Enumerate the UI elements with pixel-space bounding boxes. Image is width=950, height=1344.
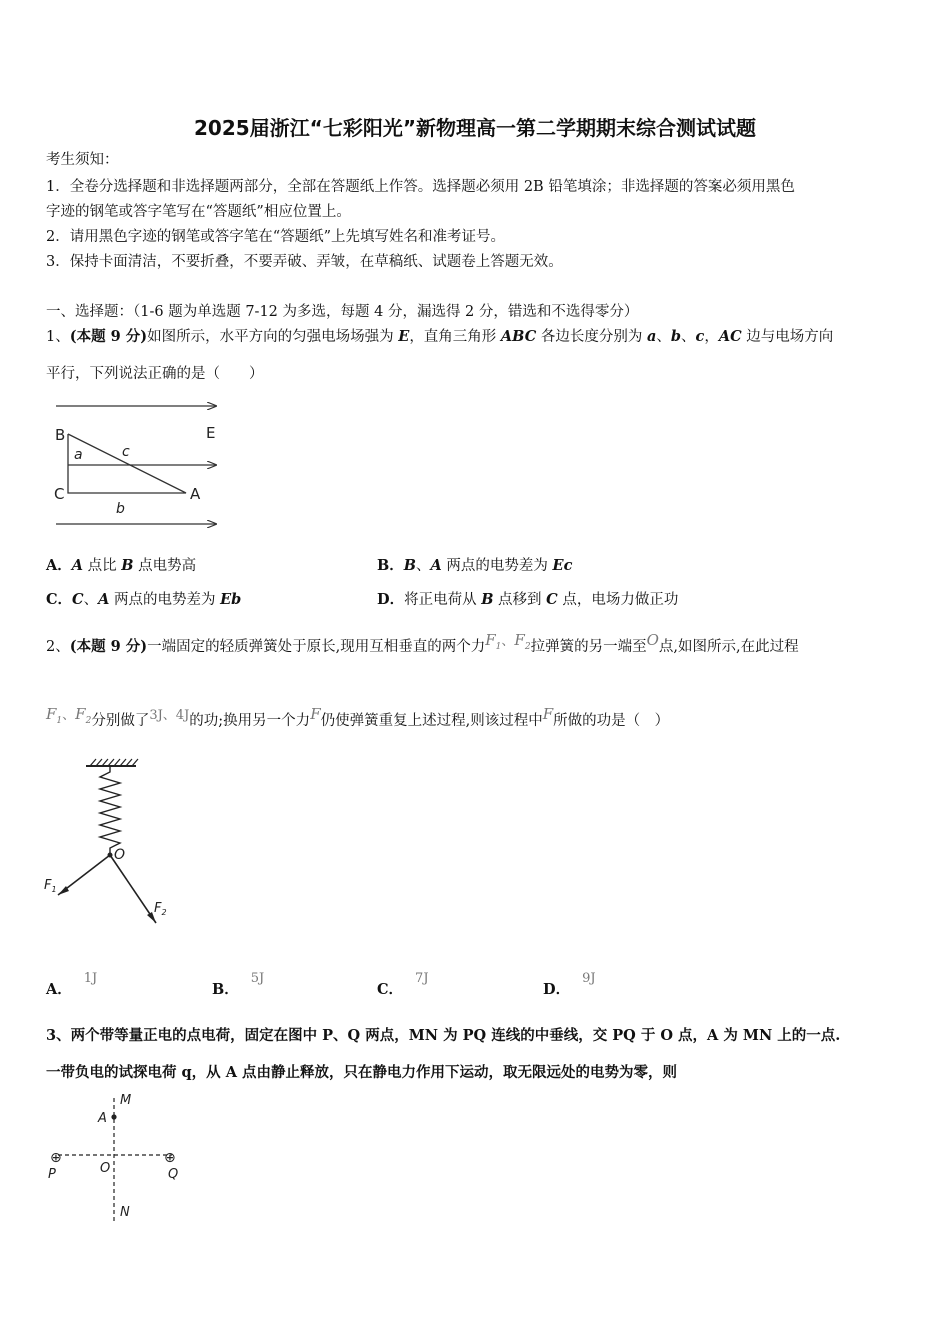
label-C: C [54, 485, 65, 503]
notice-item-3: 3．保持卡面清洁，不要折叠，不要弄破、弄皱，在草稿纸、试题卷上答题无效。 [46, 254, 563, 270]
q2-text: 所做的功是（ ） [553, 713, 670, 729]
q3-line-1: 3、两个带等量正电的点电荷，固定在图中 P、Q 两点，MN 为 PQ 连线的中垂线，交 PQ 于 O 点，A 为 MN 上的一点. [46, 1027, 841, 1044]
q2-text: 的功;换用另一个力 [189, 713, 311, 729]
q2-option-d[interactable] [543, 971, 596, 1001]
q2-line-1 [46, 631, 799, 663]
option-var: B [481, 591, 494, 608]
label-B: B [55, 426, 66, 444]
q1-option-d[interactable] [377, 590, 678, 610]
q2-text: 点,如图所示,在此过程 [658, 639, 799, 655]
q2-text: 分别做了 [91, 713, 150, 729]
label-o: O [114, 847, 126, 863]
q2-var-f1: $F_1$ [46, 705, 63, 726]
q1-text: ，直角三角形 [409, 329, 501, 345]
option-label: D． [543, 981, 571, 998]
label-side-c: c [122, 444, 130, 460]
notice-item-1-line-1: 1．全卷分选择题和非选择题两部分，全部在答题纸上作答。选择题必须用 2B 铅笔填涂；非选择题的答案必须用黑色 [46, 179, 795, 195]
q1-text: ， [704, 329, 719, 345]
option-value: 1J [83, 971, 98, 986]
option-var: B [121, 557, 134, 574]
option-label: C． [377, 981, 404, 998]
option-var: C [546, 591, 558, 608]
option-value: 9J [582, 971, 596, 986]
label-f2: $F_2$ [154, 901, 167, 917]
q2-var-f: F [310, 705, 321, 723]
label-side-a: a [74, 447, 83, 463]
q2-number: 2、 [46, 639, 70, 655]
option-label: D． [377, 591, 405, 608]
q2-text: 仍使弹簧重复上述过程,则该过程中 [320, 713, 543, 729]
page-title: 2025届浙江“七彩阳光”新物理高一第二学期期末综合测试试题 [194, 116, 756, 140]
q1-figure [50, 392, 230, 534]
option-label: B． [212, 981, 239, 998]
option-text: 、 [83, 592, 99, 608]
q2-text: 一端固定的轻质弹簧处于原长,现用互相垂直的两个力 [147, 639, 486, 655]
q2-option-a[interactable] [46, 971, 98, 1001]
label-q: Q [168, 1167, 179, 1182]
q1-option-c[interactable] [46, 590, 241, 610]
charge-q-icon: ⊕ [164, 1150, 176, 1166]
label-side-b: b [116, 501, 125, 517]
q1-number: 1、 [46, 329, 70, 345]
q2-line-2 [46, 705, 670, 737]
q2-figure [38, 758, 188, 933]
q1-var-b: b [670, 328, 682, 345]
q2-work-values: 3J、4J [149, 708, 190, 723]
option-text: 两点的电势差为 [441, 558, 553, 574]
label-A: A [190, 485, 201, 503]
point-a [111, 1114, 116, 1119]
force-f2-arrow [110, 855, 156, 923]
label-o: O [100, 1161, 111, 1176]
q1-text: 、 [656, 329, 671, 345]
q2-text: 、 [62, 708, 76, 723]
spring [100, 766, 120, 854]
option-var: Ec [552, 557, 573, 574]
q2-var-f: F [542, 705, 554, 723]
charge-p-icon: ⊕ [50, 1150, 62, 1166]
option-label: C． [46, 591, 73, 608]
q3-line-2: 一带负电的试探电荷 q，从 A 点由静止释放，只在静电力作用下运动，取无限远处的电势为零，则 [46, 1064, 678, 1081]
option-text: 将正电荷从 [404, 592, 482, 608]
notice-item-2: 2．请用黑色字迹的钢笔或答字笔在“答题纸”上先填写姓名和准考证号。 [46, 229, 506, 245]
q2-var-f2: $F_2$ [75, 705, 92, 726]
q2-var-o: O [646, 631, 659, 649]
option-var: C [72, 591, 84, 608]
option-label: B． [377, 557, 404, 574]
q1-line-1 [46, 327, 833, 347]
q1-var-E: E [398, 328, 410, 345]
q1-option-b[interactable] [377, 556, 572, 576]
label-f1: $F_1$ [44, 878, 57, 894]
q1-option-a[interactable] [46, 556, 196, 576]
option-text: 点，电场力做正功 [557, 592, 679, 608]
option-var: Eb [220, 591, 242, 608]
q1-var-c: c [695, 328, 705, 345]
option-text: 点比 [83, 558, 122, 574]
q1-line-2: 平行，下列说法正确的是（ ） [46, 366, 264, 382]
q1-var-AC: AC [718, 328, 742, 345]
q2-var-f1: $F_1$ [485, 631, 502, 652]
notice-item-1-line-2: 字迹的钢笔或答字笔写在“答题纸”相应位置上。 [46, 204, 351, 220]
option-var: A [430, 557, 442, 574]
q1-text: 边与电场方向 [741, 329, 834, 345]
option-var: B [403, 557, 417, 574]
label-p: P [48, 1167, 56, 1182]
q2-text: 拉弹簧的另一端至 [530, 639, 647, 655]
option-text: 点移到 [493, 592, 547, 608]
q2-score: (本题 9 分) [69, 638, 148, 655]
option-text: 、 [416, 558, 431, 574]
q1-text: 如图所示，水平方向的匀强电场场强为 [147, 329, 399, 345]
ceiling-hatch [90, 759, 138, 766]
q2-var-f2: $F_2$ [514, 631, 531, 652]
label-E: E [206, 424, 216, 442]
option-var: A [71, 557, 84, 574]
label-m: M [120, 1093, 132, 1108]
option-value: 7J [415, 971, 429, 986]
q1-var-ABC: ABC [500, 328, 537, 345]
option-label: A． [46, 981, 72, 998]
q1-var-a: a [646, 328, 657, 345]
q3-figure [40, 1090, 200, 1230]
option-text: 两点的电势差为 [109, 592, 221, 608]
q2-option-c[interactable] [377, 971, 429, 1001]
triangle-abc [68, 434, 186, 493]
q2-text: 、 [501, 634, 515, 649]
notice-heading: 考生须知： [46, 152, 119, 168]
section-heading: 一、选择题：（1-6 题为单选题 7-12 为多选，每题 4 分，漏选得 2 分，错选和不选得零分） [46, 304, 639, 320]
option-text: 点电势高 [133, 558, 197, 574]
q1-text: 各边长度分别为 [536, 329, 647, 345]
option-value: 5J [250, 971, 265, 986]
q2-option-b[interactable] [212, 971, 265, 1001]
q1-score: (本题 9 分) [69, 328, 148, 345]
label-n: N [120, 1205, 130, 1220]
q1-text: 、 [681, 329, 696, 345]
option-var: A [98, 591, 110, 608]
option-label: A． [46, 557, 72, 574]
label-a: A [98, 1111, 107, 1126]
